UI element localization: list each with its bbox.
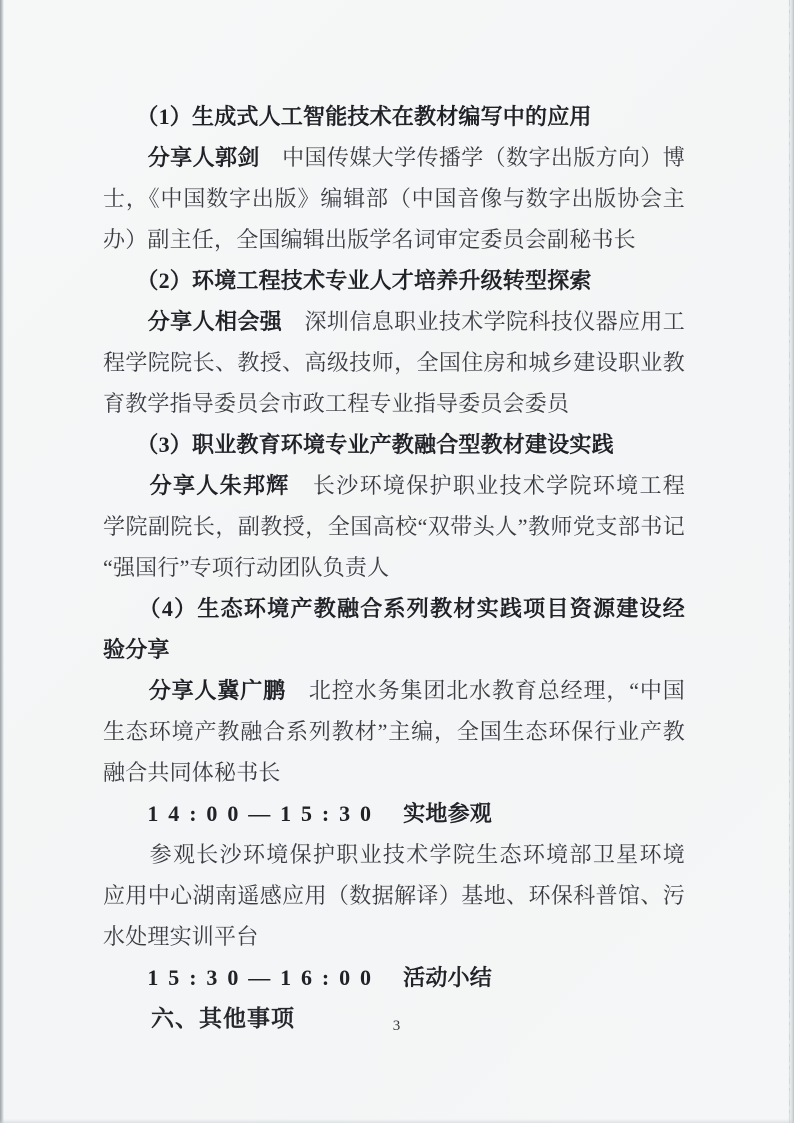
- time-range: 14:00—15:30: [147, 801, 381, 826]
- text-line: [103, 834, 685, 875]
- body-text: 学院副院长，副教授，全国高校“双带头人”教师党支部书记: [103, 514, 685, 539]
- text-line: [103, 383, 685, 424]
- time-range: 15:30—16:00: [147, 965, 381, 990]
- bold-text: [103, 801, 147, 826]
- body-text: 长沙环境保护职业技术学院环境工程: [289, 473, 686, 498]
- body-text: 士，《中国数字出版》编辑部（中国音像与数字出版协会主: [103, 186, 685, 211]
- text-line: [103, 96, 685, 137]
- body-text: 水处理实训平台: [103, 924, 259, 949]
- body-text: 中国传媒大学传播学（数字出版方向）博: [259, 145, 685, 170]
- section-heading-text: 六、其他事项: [103, 1005, 295, 1031]
- text-line: [103, 342, 685, 383]
- page-footer: [0, 1018, 794, 1035]
- bold-text: 分享人冀广鹏: [103, 678, 287, 703]
- text-line: [103, 137, 685, 178]
- text-line: [103, 219, 685, 260]
- body-text: 生态环境产教融合系列教材”主编，全国生态环保行业产教: [103, 719, 685, 744]
- bold-text: 验分享: [103, 637, 170, 662]
- body-text: 北控水务集团北水教育总经理，“中国: [286, 678, 685, 703]
- text-line: [103, 588, 685, 629]
- body-text: 应用中心湖南遥感应用（数据解译）基地、环保科普馆、污: [103, 883, 685, 908]
- text-line: [103, 424, 685, 465]
- body-text: 程学院院长、教授、高级技师，全国住房和城乡建设职业教: [103, 350, 685, 375]
- text-line: [103, 670, 685, 711]
- text-line: [103, 711, 685, 752]
- bold-text: [103, 965, 147, 990]
- text-line: [103, 465, 685, 506]
- bold-text: （3）职业教育环境专业产教融合型教材建设实践: [103, 432, 614, 457]
- text-line: [103, 957, 685, 998]
- text-line: [103, 547, 685, 588]
- text-line: [103, 916, 685, 957]
- text-line: [103, 752, 685, 793]
- body-text: 参观长沙环境保护职业技术学院生态环境部卫星环境: [103, 842, 685, 867]
- scan-edge-left: [0, 0, 4, 1123]
- text-line: [103, 629, 685, 670]
- bold-text: （2）环境工程技术专业人才培养升级转型探索: [103, 268, 592, 293]
- bold-text: （1）生成式人工智能技术在教材编写中的应用: [103, 104, 592, 129]
- bold-text: 实地参观: [380, 801, 492, 826]
- bold-text: 分享人相会强: [103, 309, 283, 334]
- bold-text: （4）生态环境产教融合系列教材实践项目资源建设经: [103, 596, 685, 621]
- body-text: 办）副主任，全国编辑出版学名词审定委员会副秘书长: [103, 227, 636, 252]
- scan-edge-bottom: [0, 1119, 794, 1123]
- bold-text: 分享人朱邦辉: [103, 473, 290, 498]
- body-text: “强国行”专项行动团队负责人: [103, 555, 390, 580]
- scan-edge-noise-line: [789, 0, 790, 1123]
- bold-text: 活动小结: [380, 965, 492, 990]
- text-line: [103, 301, 685, 342]
- bold-text: 分享人郭剑: [103, 145, 260, 170]
- text-line: [103, 793, 685, 834]
- body-text: 融合共同体秘书长: [103, 760, 281, 785]
- body-text: 深圳信息职业技术学院科技仪器应用工: [282, 309, 685, 334]
- text-line: [103, 506, 685, 547]
- text-line: [103, 875, 685, 916]
- text-line: [103, 260, 685, 301]
- page-number: 3: [392, 1018, 402, 1034]
- document-body: [103, 96, 685, 1039]
- text-line: [103, 178, 685, 219]
- body-text: 育教学指导委员会市政工程专业指导委员会委员: [103, 391, 570, 416]
